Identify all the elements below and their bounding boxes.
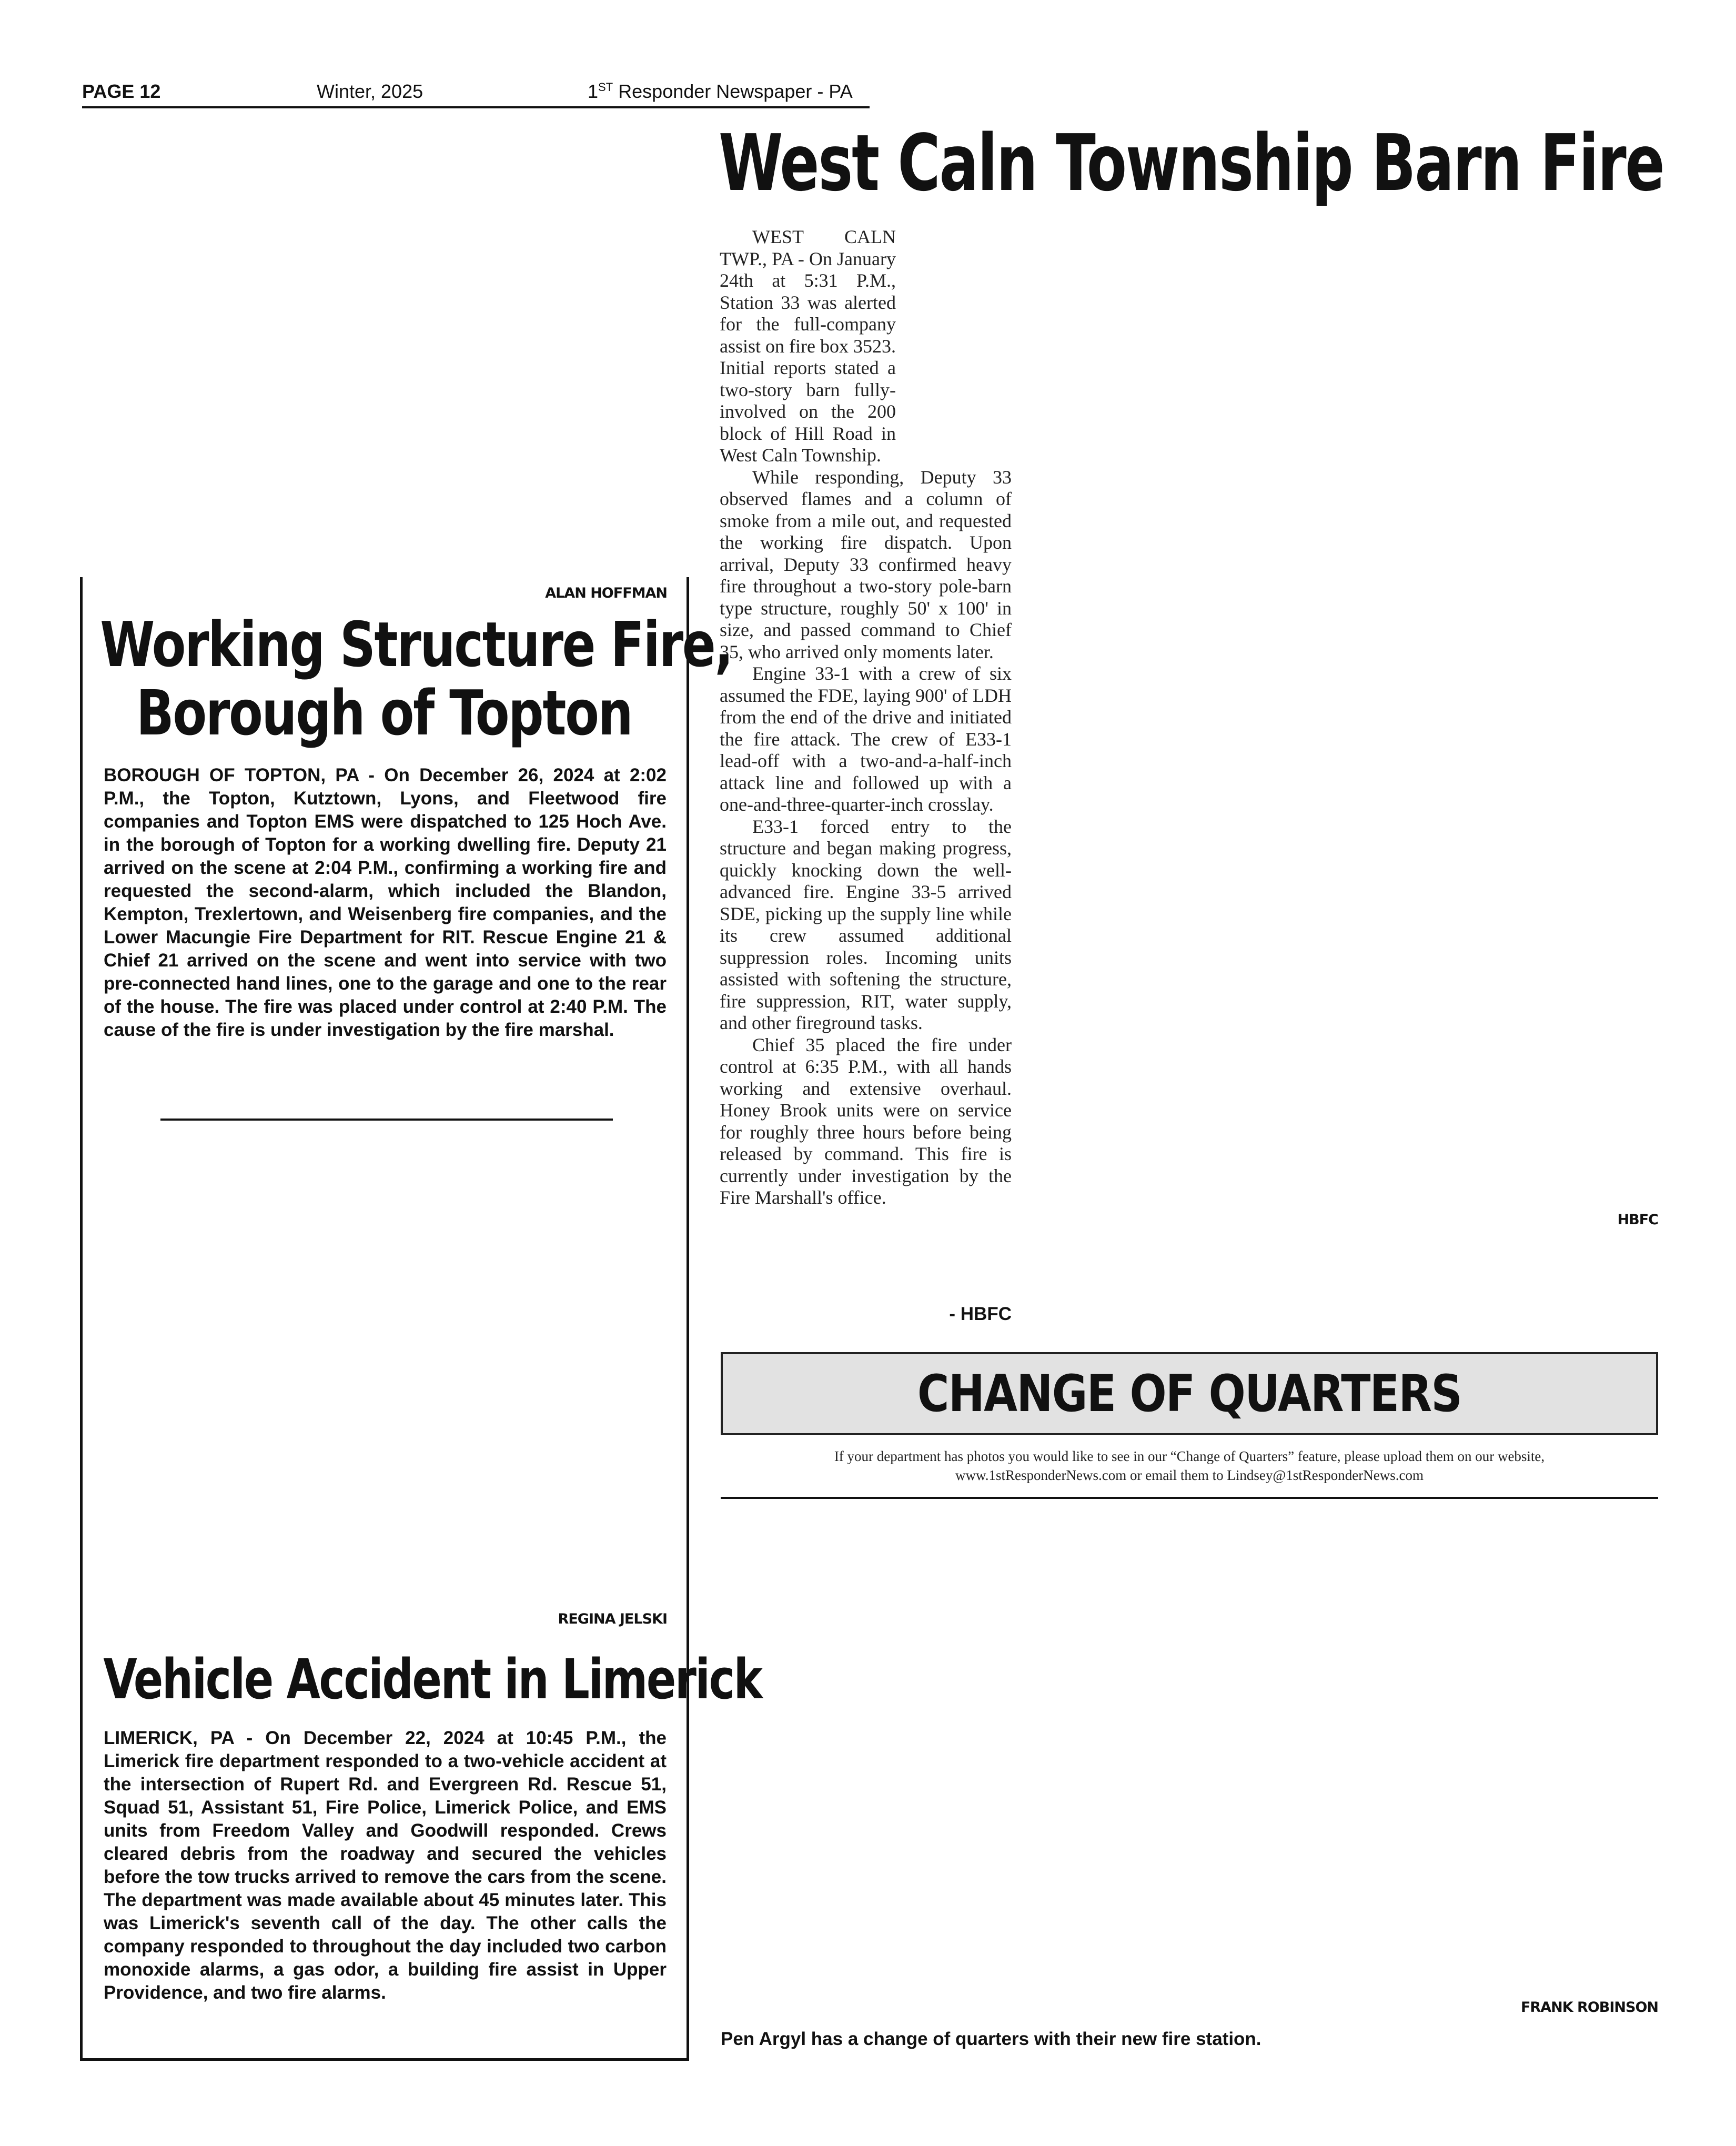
barn-fire-paragraph: Engine 33-1 with a crew of six assumed the FDE, laying 900' of LDH from the end of the drive and initiated the fire attack. The crew of E33-1 lead-off with a two-and-a-half-inch attack line and followed up with a one-and-three-quarter-inch crosslay.: [720, 663, 1012, 815]
paper-name: 1ST Responder Newspaper - PA: [588, 80, 853, 102]
topton-headline: [84, 608, 732, 681]
topton-photo-credit: ALAN HOFFMAN: [545, 585, 667, 601]
topton-body: BOROUGH OF TOPTON, PA - On December 26, 2024 at 2:02 P.M., the Topton, Kutztown, Lyons, and Fleetwood fire companies and Topton EMS were dispatched to 125 Hoch Ave. in the borough of Topton for a working dwelling fire. Deputy 21 arrived on the scene at 2:04 P.M., confirming a working fire and requested the second-alarm, which included the Blandon, Kempton, Trexlertown, and Weisenberg fire companies, and the Lower Macungie Fire Department for RIT. Rescue Engine 21 & Chief 21 arrived on the scene and went into service with two pre-connected hand lines, one to the garage and one to the rear of the house. The fire was placed under control at 2:40 P.M. The cause of the fire is under investigation by the fire marshal.: [104, 765, 667, 1040]
page-number: PAGE 12: [82, 80, 161, 102]
barn-fire-photo-credit: HBFC: [1617, 1212, 1658, 1228]
change-of-quarters-banner: [721, 1352, 1658, 1435]
change-of-quarters-note: [721, 1447, 1658, 1485]
topton-headline-2: [84, 677, 684, 749]
change-of-quarters-note-line1: If your department has photos you would like to see in our “Change of Quarters” feature, please upload them on our website,: [834, 1448, 1545, 1464]
limerick-photo-credit: REGINA JELSKI: [558, 1611, 667, 1627]
change-of-quarters-note-line2: www.1stResponderNews.com or email them to Lindsey@1stResponderNews.com: [955, 1467, 1424, 1483]
topton-headline-line1: Working Structure Fire,: [100, 608, 732, 681]
topton-headline-line2: Borough of Topton: [136, 677, 632, 749]
limerick-headline: Vehicle Accident in Limerick: [103, 1647, 762, 1711]
issue-date: Winter, 2025: [317, 80, 423, 102]
barn-fire-signoff: - HBFC: [949, 1304, 1012, 1324]
change-of-quarters-rule: [721, 1497, 1658, 1499]
barn-fire-paragraph: While responding, Deputy 33 observed flames and a column of smoke from a mile out, and requested the working fire dispatch. Upon arrival, Deputy 33 confirmed heavy fire throughout a two-story pole-barn type structure, roughly 50' x 100' in size, and passed command to Chief 35, who arrived only moments later.: [720, 466, 1012, 662]
barn-fire-paragraph: Chief 35 placed the fire under control at 6:35 P.M., with all hands working and extensive overhaul. Honey Brook units were on service for roughly three hours before being released by command. This fire is currently under investigation by the Fire Marshall's office.: [720, 1034, 1012, 1208]
barn-fire-paragraph: E33-1 forced entry to the structure and began making progress, quickly knocking down the well-advanced fire. Engine 33-5 arrived SDE, picking up the supply line while its crew assumed additional suppression roles. Incoming units assisted with softening the structure, fire suppression, RIT, water supply, and other fireground tasks.: [720, 815, 1012, 1033]
barn-fire-body: [720, 226, 1012, 1209]
change-of-quarters-caption: Pen Argyl has a change of quarters with their new fire station.: [721, 2029, 1261, 2049]
header-rule: [82, 106, 870, 108]
photo-wrap-space: [896, 226, 1012, 458]
limerick-headline-wrap: [84, 1647, 762, 1711]
barn-fire-headline: West Caln Township Barn Fire: [719, 118, 1664, 208]
change-of-quarters-title: CHANGE OF QUARTERS: [917, 1364, 1462, 1423]
article-divider: [160, 1119, 613, 1121]
limerick-body: LIMERICK, PA - On December 22, 2024 at 10:45 P.M., the Limerick fire department responded to a two-vehicle accident at the intersection of Rupert Rd. and Evergreen Rd. Rescue 51, Squad 51, Assistant 51, Fire Police, Limerick Police, and EMS units from Freedom Valley and Goodwill responded. Crews cleared debris from the roadway and secured the vehicles before the tow trucks arrived to remove the cars from the scene. The department was made available about 45 minutes later. This was Limerick's seventh call of the day. The other calls the company responded to throughout the day included two carbon monoxide alarms, a gas odor, a building fire assist in Upper Providence, and two fire alarms.: [104, 1728, 667, 2003]
barn-fire-paragraph: WEST CALN TWP., PA - On January 24th at 5:31 P.M., Station 33 was alerted for the full-company assist on fire box 3523. Initial reports stated a two-story barn fully-involved on the 200 block of Hill Road in West Caln Township.: [720, 226, 896, 466]
change-of-quarters-photo-credit: FRANK ROBINSON: [1520, 1999, 1658, 2016]
